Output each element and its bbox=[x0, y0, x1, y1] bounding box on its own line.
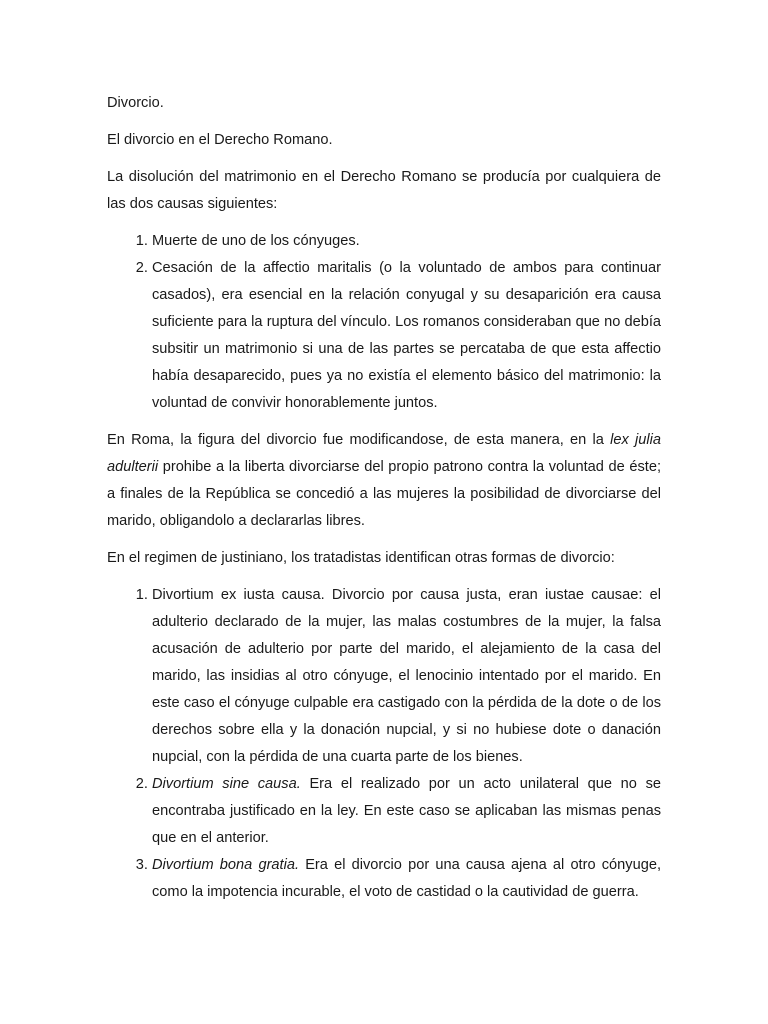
document-subheading: El divorcio en el Derecho Romano. bbox=[107, 132, 333, 148]
document-page bbox=[107, 90, 661, 916]
list-item-text: Era el divorcio por una causa ajena al otro cónyuge, como la impotencia incurable, el voto de castidad o la cautividad de guerra. bbox=[152, 857, 661, 900]
list-item-italic: Divortium sine causa. bbox=[152, 776, 301, 792]
list-item-text: Divortium ex iusta causa. Divorcio por causa justa, eran iustae causae: el adulterio declarado de la mujer, las malas costumbres de la mujer, la falsa acusación de adulterio por parte del marido, el alejamiento de la casa del marido, las insidias al otro cónyuge, el lenocinio intentado por el marido. En este caso el cónyuge culpable era castigado con la pérdida de la dote o de los derechos sobre ella y la donación nupcial, y si no hubiese dote o danación nupcial, con la pérdida de una cuarta parte de los bienes. bbox=[152, 587, 661, 765]
causes-list bbox=[107, 228, 661, 417]
document-heading: Divorcio. bbox=[107, 95, 164, 111]
paragraph-text: prohibe a la liberta divorciarse del propio patrono contra la voluntad de éste; a finales de la República se concedió a las mujeres la posibilidad de divorciarse del marido, obligandolo a declararlas libres. bbox=[107, 459, 661, 529]
list-item: 2. Cesación de la affectio maritalis (o la voluntado de ambos para continuar casados), era esencial en la relación conyugal y su desaparición era causa suficiente para la ruptura del vínculo. Los romanos consideraban que no debía subsitir un matrimonio si una de las partes se percataba de que esta affectio había desaparecido, pues ya no existía el elemento básico del matrimonio: la voluntad de convivir honorablemente juntos. bbox=[152, 255, 661, 417]
paragraph-italic-term: lex julia adulterii bbox=[107, 432, 662, 475]
list-item-text: Era el realizado por un acto unilateral que no se encontraba justificado en la ley. En este caso se aplicaban las mismas penas que en el anterior. bbox=[152, 776, 661, 846]
list-item bbox=[152, 852, 661, 906]
list-item-italic: Divortium bona gratia. bbox=[152, 857, 300, 873]
justinian-intro-paragraph: En el regimen de justiniano, los tratadistas identifican otras formas de divorcio: bbox=[107, 550, 615, 566]
paragraph-text: En Roma, la figura del divorcio fue modificandose, de esta manera, en la bbox=[107, 432, 611, 448]
list-item bbox=[152, 582, 661, 771]
list-item: 1. Muerte de uno de los cónyuges. bbox=[152, 228, 661, 255]
list-item bbox=[152, 771, 661, 852]
divorce-forms-list bbox=[107, 582, 661, 906]
rome-paragraph bbox=[107, 427, 661, 535]
intro-paragraph: La disolución del matrimonio en el Derecho Romano se producía por cualquiera de las dos causas siguientes: bbox=[107, 169, 661, 212]
